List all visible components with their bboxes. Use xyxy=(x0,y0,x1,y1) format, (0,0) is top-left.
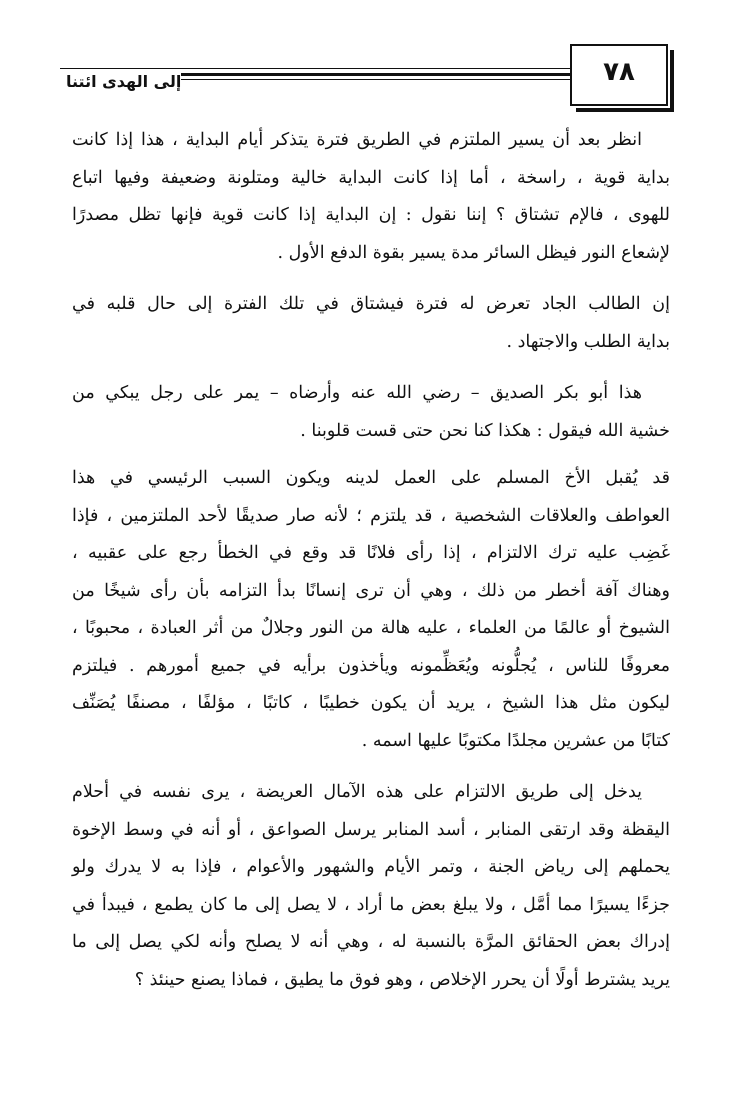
paragraph-3 xyxy=(72,375,670,450)
text-line: بداية الطلب والاجتهاد . xyxy=(506,331,670,352)
text-line: إدراك بعض الحقائق المرَّة بالنسبة له ، وهي أنه لا يصلح وأنه لكي يصل إلى ما xyxy=(72,932,670,952)
text-line: انظر بعد أن يسير الملتزم في الطريق فترة يتذكر أيام البداية ، هذا إذا كانت xyxy=(72,130,642,150)
body-text xyxy=(72,122,670,999)
text-line: كتابًا من عشرين مجلدًا مكتوبًا عليها اسمه . xyxy=(361,730,670,751)
text-line: لإشعاع النور فيظل السائر مدة يسير بقوة الدفع الأول . xyxy=(277,242,670,263)
text-line: بداية قوية ، راسخة ، أما إذا كانت البداية خالية ومتلونة وضعيفة وفيها اتباع xyxy=(72,167,670,188)
text-line: الشيوخ أو عالمًا من العلماء ، عليه هالة من النور وجلالٌ من أثر العبادة ، محبوبًا ، xyxy=(72,618,670,638)
text-line: اليقظة وقد ارتقى المنابر ، أسد المنابر يرسل الصواعق ، أو أنه في وسط الإخوة xyxy=(72,819,670,840)
text-line: ليكون مثل هذا الشيخ ، يريد أن يكون خطيبًا ، كاتبًا ، مؤلفًا ، مصنفًا يُصَنِّف xyxy=(72,693,670,713)
text-line: العواطف والعلاقات الشخصية ، قد يلتزم ؛ لأنه صار صديقًا لأحد الملتزمين ، فإذا xyxy=(72,505,670,526)
text-line: إن الطالب الجاد تعرض له فترة فيشتاق في تلك الفترة إلى حال قلبه في xyxy=(72,294,670,314)
text-line: قد يُقبل الأخ المسلم على العمل لدينه ويكون السبب الرئيسي في هذا xyxy=(72,468,670,488)
text-line: هذا أبو بكر الصديق – رضي الله عنه وأرضاه – يمر على رجل يبكي من xyxy=(72,383,642,403)
paragraph-1 xyxy=(72,122,670,272)
text-line: يحملهم إلى رياض الجنة ، وتمر الأيام والشهور والأعوام ، فإذا به لا يدرك ولو xyxy=(72,857,670,877)
running-header xyxy=(60,40,682,120)
text-line: غَضِب عليه ترك الالتزام ، إذا رأى فلانًا قد وقع في الخطأ رجع على عقبيه ، xyxy=(72,543,670,563)
text-line: يدخل إلى طريق الالتزام على هذه الآمال العريضة ، يرى نفسه في أحلام xyxy=(72,782,642,802)
text-line: وهناك آفة أخطر من ذلك ، وهي أن ترى إنسانًا بدأ التزامه بأن رأى شيخًا من xyxy=(72,580,670,601)
book-title: إلى الهدى ائتنا xyxy=(60,70,181,94)
paragraph-4 xyxy=(72,460,670,760)
paragraph-5 xyxy=(72,774,670,999)
text-line: للهوى ، فالإم تشتاق ؟ إننا نقول : إن البداية إذا كانت قوية فإنها تظل مصدرًا xyxy=(72,205,670,225)
header-rule-top xyxy=(60,68,570,69)
text-line: معروفًا للناس ، يُجلُّونه ويُعَظِّمونه ويأخذون برأيه في جميع أمورهم . فيلتزم xyxy=(72,655,670,676)
paragraph-2 xyxy=(72,286,670,361)
text-line: جزءًا يسيرًا مما أمَّل ، ولا يبلغ بعض ما أراد ، لا يصل إلى ما كان يطمع ، فيبدأ في xyxy=(72,894,670,915)
text-line: يريد يشترط أولًا أن يحرر الإخلاص ، وهو فوق ما يطيق ، فماذا يصنع حينئذ ؟ xyxy=(134,969,670,990)
page-number: ٧٨ xyxy=(603,57,635,87)
text-line: خشية الله فيقول : هكذا كنا نحن حتى قست قلوبنا . xyxy=(300,420,670,441)
